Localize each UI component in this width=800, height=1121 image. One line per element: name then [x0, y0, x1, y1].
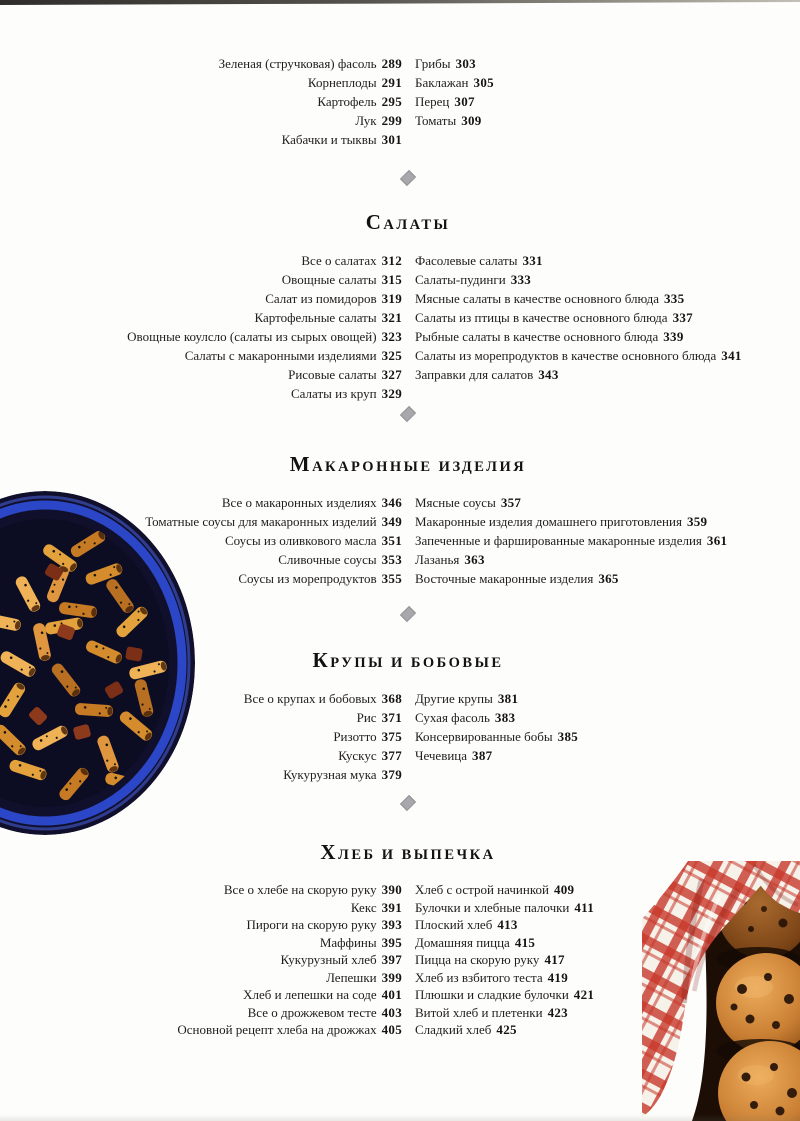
toc-entry — [16, 73, 402, 92]
entry-page-number: 365 — [598, 571, 619, 586]
entry-page-number: 337 — [672, 310, 693, 325]
toc-entry — [16, 308, 402, 327]
entry-page-number: 315 — [381, 272, 402, 287]
entry-page-number: 351 — [381, 533, 402, 548]
entry-page-number: 327 — [381, 367, 402, 382]
entry-page-number: 333 — [510, 272, 532, 287]
entry-title: Макаронные изделия домашнего приготовления — [415, 514, 682, 529]
entry-page-number: 405 — [381, 1022, 402, 1037]
entry-title: Грибы — [415, 56, 451, 71]
toc-entry — [415, 289, 800, 308]
entry-page-number: 355 — [381, 571, 402, 586]
entry-title: Кабачки и тыквы — [281, 132, 377, 147]
entry-title: Баклажан — [415, 75, 469, 90]
entry-page-number: 295 — [381, 94, 402, 109]
heading-initial-letter: М — [289, 452, 313, 476]
toc-entry — [415, 531, 800, 550]
toc-entry — [415, 365, 800, 384]
entry-page-number: 397 — [381, 952, 402, 967]
toc-entry — [415, 689, 800, 708]
toc-entry — [415, 73, 800, 92]
entry-title: Томатные соусы для макаронных изделий — [145, 514, 377, 529]
toc-entry — [415, 346, 800, 365]
entry-title: Запеченные и фаршированные макаронные изделия — [415, 533, 702, 548]
entry-page-number: 361 — [706, 533, 728, 548]
entry-title: Хлеб с острой начинкой — [415, 882, 549, 897]
heading-rest-letters: АЛАТЫ — [383, 217, 451, 233]
entry-title: Кукурузная мука — [283, 767, 377, 782]
toc-entry — [415, 550, 800, 569]
toc-entry — [415, 270, 800, 289]
entry-title: Томаты — [415, 113, 457, 128]
section-vegetables — [0, 54, 800, 149]
entry-title: Картофельные салаты — [254, 310, 377, 325]
toc-entry — [16, 1004, 402, 1022]
entry-title: Хлеб и лепешки на соде — [243, 987, 377, 1002]
muffin-basket-photo — [642, 861, 800, 1121]
entry-title: Фасолевые салаты — [415, 253, 518, 268]
entry-page-number: 383 — [494, 710, 516, 725]
page-scan-edge — [0, 0, 800, 5]
entry-page-number: 419 — [547, 969, 569, 985]
toc-entry — [16, 346, 402, 365]
heading-initial-letter: К — [312, 648, 331, 672]
entry-title: Лук — [355, 113, 377, 128]
entry-page-number: 395 — [381, 934, 402, 950]
toc-entry — [16, 951, 402, 969]
toc-column-left — [16, 881, 402, 1039]
entry-title: Картофель — [317, 94, 377, 109]
entry-title: Рыбные салаты в качестве основного блюда — [415, 329, 659, 344]
entry-page-number: 289 — [381, 56, 402, 71]
entry-page-number: 307 — [454, 94, 475, 109]
toc-entry — [16, 934, 402, 952]
diamond-separator-icon — [400, 606, 416, 622]
entry-page-number: 309 — [461, 113, 482, 128]
entry-page-number: 303 — [455, 56, 476, 71]
entry-title: Салат из помидоров — [265, 291, 377, 306]
entry-title: Кекс — [350, 899, 377, 915]
entry-page-number: 331 — [522, 253, 543, 268]
entry-page-number: 385 — [557, 729, 579, 744]
entry-title: Заправки для салатов — [415, 367, 534, 382]
toc-entry — [16, 899, 402, 917]
toc-entry — [16, 111, 402, 130]
toc-column-right — [415, 689, 800, 765]
entry-title: Витой хлеб и плетенки — [415, 1004, 543, 1020]
entry-title: Соусы из оливкового масла — [225, 533, 377, 548]
entry-title: Салаты из морепродуктов в качестве основного блюда — [415, 348, 717, 363]
section-heading — [16, 210, 800, 237]
entry-page-number: 357 — [500, 495, 522, 510]
entry-page-number: 329 — [381, 386, 402, 401]
entry-page-number: 417 — [544, 952, 565, 967]
heading-initial-letter: Х — [320, 840, 339, 864]
pasta-plate-photo — [0, 486, 196, 838]
entry-title: Плюшки и сладкие булочки — [415, 987, 569, 1002]
entry-page-number: 411 — [574, 899, 595, 915]
entry-page-number: 425 — [496, 1022, 517, 1037]
entry-page-number: 349 — [381, 514, 402, 529]
toc-entry — [16, 365, 402, 384]
entry-title: Кукурузный хлеб — [280, 952, 377, 967]
entry-page-number: 291 — [381, 75, 402, 90]
entry-title: Соусы из морепродуктов — [238, 571, 377, 586]
entry-title: Перец — [415, 94, 450, 109]
toc-entry — [16, 270, 402, 289]
entry-page-number: 359 — [686, 514, 708, 529]
entry-page-number: 393 — [381, 917, 402, 932]
entry-page-number: 325 — [381, 348, 402, 363]
entry-page-number: 319 — [381, 291, 402, 306]
entry-title: Зеленая (стручковая) фасоль — [218, 56, 377, 71]
entry-title: Рисовые салаты — [288, 367, 377, 382]
heading-rest-letters: ЛЕБ И ВЫПЕЧКА — [338, 847, 496, 863]
entry-title: Все о дрожжевом тесте — [247, 1004, 377, 1020]
toc-column-right — [415, 251, 800, 384]
entry-title: Мясные салаты в качестве основного блюда — [415, 291, 659, 306]
entry-title: Все о крупах и бобовых — [243, 691, 377, 706]
heading-initial-letter: С — [365, 210, 384, 234]
toc-entry — [16, 916, 402, 934]
entry-page-number: 379 — [381, 767, 402, 782]
entry-page-number: 415 — [514, 934, 536, 950]
toc-column-left — [16, 54, 402, 149]
toc-entry — [415, 493, 800, 512]
toc-columns — [16, 54, 800, 149]
toc-entry — [415, 54, 800, 73]
entry-title: Плоский хлеб — [415, 917, 493, 932]
toc-entry — [415, 708, 800, 727]
toc-entry — [415, 308, 800, 327]
entry-page-number: 381 — [497, 691, 519, 706]
toc-entry — [415, 111, 800, 130]
toc-entry — [16, 92, 402, 111]
entry-page-number: 421 — [573, 987, 595, 1002]
entry-title: Пицца на скорую руку — [415, 952, 540, 967]
entry-title: Ризотто — [333, 729, 377, 744]
entry-title: Овощные коулсло (салаты из сырых овощей) — [127, 329, 377, 344]
entry-title: Пироги на скорую руку — [246, 917, 377, 932]
toc-entry — [16, 289, 402, 308]
heading-rest-letters: АКАРОННЫЕ ИЗДЕЛИЯ — [312, 459, 527, 475]
entry-page-number: 339 — [663, 329, 684, 344]
toc-entry — [16, 986, 402, 1004]
heading-rest-letters: РУПЫ И БОБОВЫЕ — [330, 655, 504, 671]
entry-title: Булочки и хлебные палочки — [415, 899, 570, 915]
toc-entry — [16, 1021, 402, 1039]
entry-page-number: 413 — [497, 917, 518, 932]
entry-title: Все о макаронных изделиях — [221, 495, 377, 510]
toc-entry — [415, 92, 800, 111]
toc-columns — [16, 251, 800, 403]
entry-title: Консервированные бобы — [415, 729, 553, 744]
diamond-separator-icon — [400, 795, 416, 811]
entry-page-number: 321 — [381, 310, 402, 325]
entry-title: Маффины — [319, 934, 377, 950]
entry-page-number: 399 — [381, 969, 402, 985]
entry-page-number: 375 — [381, 729, 402, 744]
entry-page-number: 391 — [381, 899, 402, 915]
entry-title: Основной рецепт хлеба на дрожжах — [177, 1022, 377, 1037]
entry-page-number: 346 — [381, 495, 402, 510]
entry-title: Салаты из птицы в качестве основного блюда — [415, 310, 668, 325]
entry-title: Сухая фасоль — [415, 710, 490, 725]
entry-title: Мясные соусы — [415, 495, 496, 510]
entry-page-number: 368 — [381, 691, 402, 706]
toc-entry — [16, 54, 402, 73]
toc-entry — [16, 384, 402, 403]
entry-title: Все о хлебе на скорую руку — [223, 882, 377, 897]
entry-title: Салаты-пудинги — [415, 272, 506, 287]
toc-entry — [16, 130, 402, 149]
entry-page-number: 323 — [381, 329, 402, 344]
entry-title: Корнеплоды — [307, 75, 377, 90]
toc-entry — [415, 512, 800, 531]
entry-title: Другие крупы — [415, 691, 493, 706]
entry-title: Все о салатах — [301, 253, 377, 268]
entry-page-number: 312 — [381, 253, 402, 268]
diamond-separator-icon — [400, 406, 416, 422]
entry-page-number: 299 — [381, 113, 402, 128]
entry-page-number: 371 — [381, 710, 402, 725]
entry-title: Лазанья — [415, 552, 460, 567]
toc-column-left — [16, 251, 402, 403]
entry-page-number: 423 — [547, 1004, 568, 1020]
entry-title: Лепешки — [326, 969, 377, 985]
toc-column-right — [415, 493, 800, 588]
entry-title: Рис — [356, 710, 377, 725]
toc-entry — [16, 327, 402, 346]
toc-entry — [16, 881, 402, 899]
entry-page-number: 363 — [464, 552, 485, 567]
entry-title: Кускус — [338, 748, 377, 763]
entry-page-number: 403 — [381, 1004, 402, 1020]
entry-title: Сладкий хлеб — [415, 1022, 492, 1037]
toc-entry — [16, 969, 402, 987]
entry-title: Восточные макаронные изделия — [415, 571, 594, 586]
entry-title: Домашняя пицца — [415, 934, 510, 950]
entry-page-number: 390 — [381, 882, 402, 897]
section-heading — [16, 452, 800, 479]
entry-title: Хлеб из взбитого теста — [415, 969, 543, 985]
entry-page-number: 301 — [381, 132, 402, 147]
toc-entry — [415, 251, 800, 270]
entry-page-number: 353 — [381, 552, 402, 567]
page-bottom-shade — [0, 1114, 800, 1121]
section-salads — [0, 210, 800, 403]
entry-page-number: 335 — [663, 291, 685, 306]
entry-page-number: 341 — [721, 348, 742, 363]
entry-title: Сливочные соусы — [278, 552, 377, 567]
entry-page-number: 343 — [538, 367, 559, 382]
entry-title: Овощные салаты — [281, 272, 377, 287]
toc-entry — [16, 251, 402, 270]
entry-page-number: 387 — [472, 748, 493, 763]
toc-column-right — [415, 54, 800, 130]
entry-title: Салаты из круп — [291, 386, 377, 401]
entry-page-number: 377 — [381, 748, 402, 763]
diamond-separator-icon — [400, 170, 416, 186]
entry-title: Чечевица — [415, 748, 468, 763]
toc-entry — [415, 727, 800, 746]
entry-title: Салаты с макаронными изделиями — [184, 348, 377, 363]
entry-page-number: 305 — [473, 75, 494, 90]
toc-entry — [415, 569, 800, 588]
toc-entry — [415, 746, 800, 765]
toc-entry — [415, 327, 800, 346]
entry-page-number: 401 — [381, 987, 402, 1002]
entry-page-number: 409 — [553, 882, 575, 897]
